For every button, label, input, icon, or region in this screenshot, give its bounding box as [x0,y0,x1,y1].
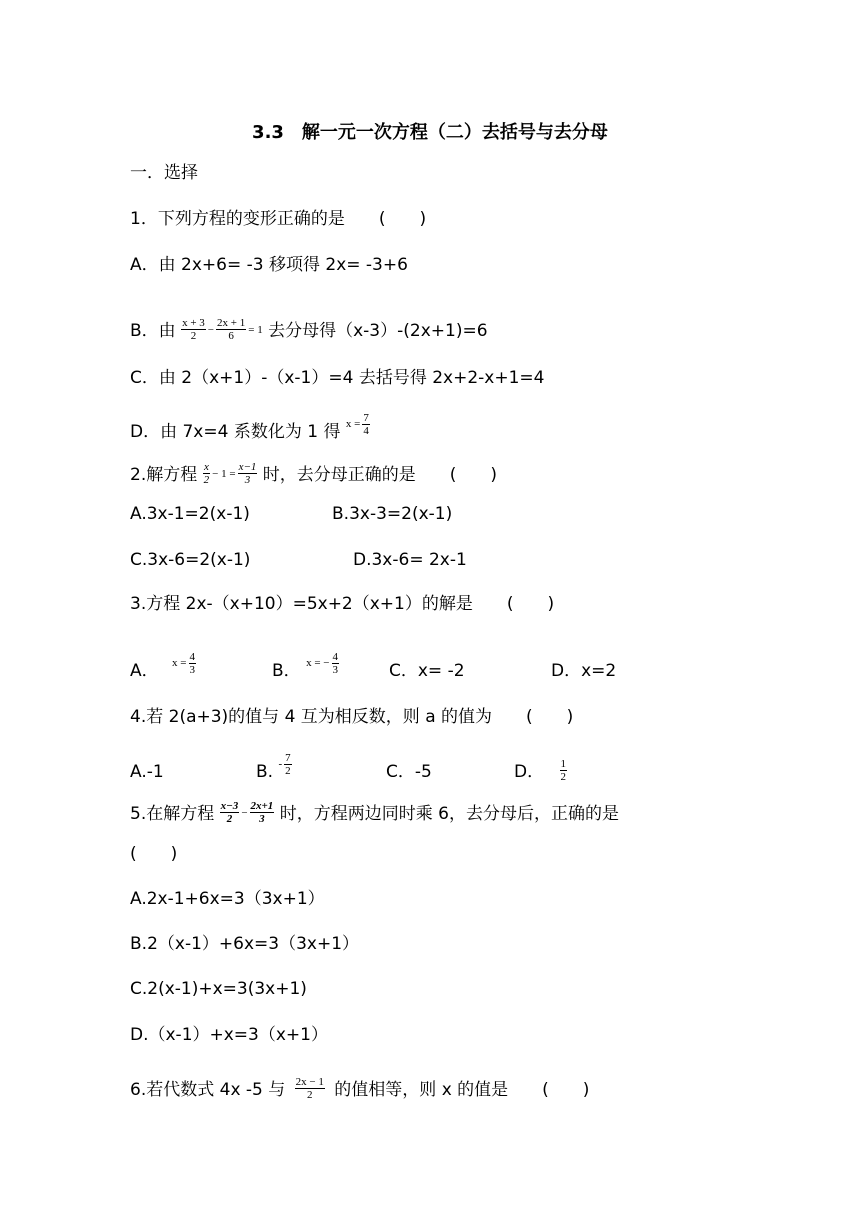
minus-sign: − [241,806,248,819]
x-equals-negative: x = − [306,657,330,669]
question-4-option-b [256,751,292,787]
question-5-option-b: B.2（x-1）+6x=3（3x+1） [130,934,360,954]
question-2-option-b: B.3x-3=2(x-1) [332,504,453,524]
denominator: 2 [226,813,233,825]
numerator: x−3 [220,800,239,812]
question-1-option-d [130,411,370,447]
stem-prefix: 5.在解方程 [130,804,215,824]
option-expression [306,651,339,676]
numerator: 1 [560,758,566,770]
question-2-stem [130,461,498,496]
fraction [189,651,197,676]
question-1-option-c: C．由 2（x+1）-（x-1）=4 去括号得 2x+2-x+1=4 [130,368,545,388]
fraction [560,758,568,783]
option-b-suffix: 去分母得（x-3）-(2x+1)=6 [268,321,488,341]
fraction [284,752,292,777]
question-5-option-a: A.2x-1+6x=3（3x+1） [130,889,325,909]
negative-sign: - [278,758,283,770]
option-label: B. [256,762,274,782]
question-3-option-a [130,650,196,686]
fraction [181,317,206,342]
question-4-option-d [514,758,567,793]
option-d-text: D．由 7x=4 系数化为 1 得 [130,422,341,442]
question-3-stem: 3.方程 2x-（x+10）=5x+2（x+1）的解是 ( ) [130,594,555,614]
denominator: 2 [285,764,291,777]
fraction [250,800,275,825]
option-label: D． [514,762,545,782]
question-4-option-c: C．-5 [386,762,432,782]
question-5-option-c: C.2(x-1)+x=3(3x+1) [130,979,307,999]
x-equals: x = [172,657,187,669]
fraction [295,1076,325,1101]
stem-prefix: 6.若代数式 4x -5 与 [130,1080,286,1100]
equation-middle: − 1 = [212,467,236,480]
numerator: 4 [332,650,338,663]
denominator: 2 [307,1089,313,1101]
minus-sign: − [207,323,215,336]
denominator: 4 [363,424,369,437]
question-3-option-c: C．x= -2 [389,661,465,681]
numerator: 7 [363,411,369,424]
question-3-option-b [272,650,339,686]
question-5-option-d: D.（x-1）+x=3（x+1） [130,1025,328,1045]
numerator: 4 [189,650,196,663]
denominator: 2 [560,771,566,783]
numerator: x [203,461,209,473]
option-expression [278,752,291,777]
fraction [203,461,211,486]
equation [203,461,258,486]
fraction-expression [295,1076,325,1101]
option-label: B． [272,661,301,681]
numerator: 2x − 1 [295,1076,324,1088]
section-heading: 一．选择 [130,163,198,183]
question-4-stem: 4.若 2(a+3)的值与 4 互为相反数，则 a 的值为 ( ) [130,707,574,727]
denominator: 3 [259,813,265,825]
option-expression [560,758,568,783]
equals-one: = 1 [248,323,263,336]
fraction [238,461,258,486]
denominator: 6 [228,330,234,342]
question-1-stem: 1．下列方程的变形正确的是 ( ) [130,209,427,229]
question-4-option-a: A.-1 [130,762,164,782]
x-equals: x = [345,418,361,430]
equation [220,800,275,825]
question-2-option-d: D.3x-6= 2x-1 [353,550,467,570]
denominator: 3 [189,663,196,676]
fraction [362,412,370,437]
question-1-option-b [130,317,488,352]
question-5-answer-paren: ( ) [130,844,178,864]
question-2-option-c: C.3x-6=2(x-1) [130,550,251,570]
numerator: 2x+1 [250,800,274,812]
question-5-stem [130,800,619,835]
denominator: 3 [244,474,251,486]
numerator: x−1 [238,461,257,473]
denominator: 3 [332,663,338,676]
question-6-stem [130,1076,590,1111]
numerator: 2x + 1 [217,317,246,329]
stem-suffix: 的值相等，则 x 的值是 ( ) [334,1080,590,1100]
denominator: 2 [203,474,210,486]
fraction [332,651,340,676]
question-2-option-a: A.3x-1=2(x-1) [130,504,250,524]
fraction [216,317,246,342]
question-1-option-a: A．由 2x+6= -3 移项得 2x= -3+6 [130,255,408,275]
numerator: 7 [285,751,291,764]
stem-suffix: 时，去分母正确的是 ( ) [262,465,498,485]
stem-prefix: 2.解方程 [130,465,198,485]
stem-suffix: 时，方程两边同时乘 6，去分母后，正确的是 [279,804,619,824]
option-d-expression [346,412,370,437]
numerator: x + 3 [182,317,205,329]
option-expression [172,651,196,676]
option-b-expression [181,317,263,342]
fraction [220,800,240,825]
page-title: 3.3 解一元一次方程（二）去括号与去分母 [252,122,608,143]
denominator: 2 [190,330,197,342]
option-label: A． [130,661,159,681]
question-3-option-d: D．x=2 [551,661,617,681]
option-b-prefix: B．由 [130,321,176,341]
